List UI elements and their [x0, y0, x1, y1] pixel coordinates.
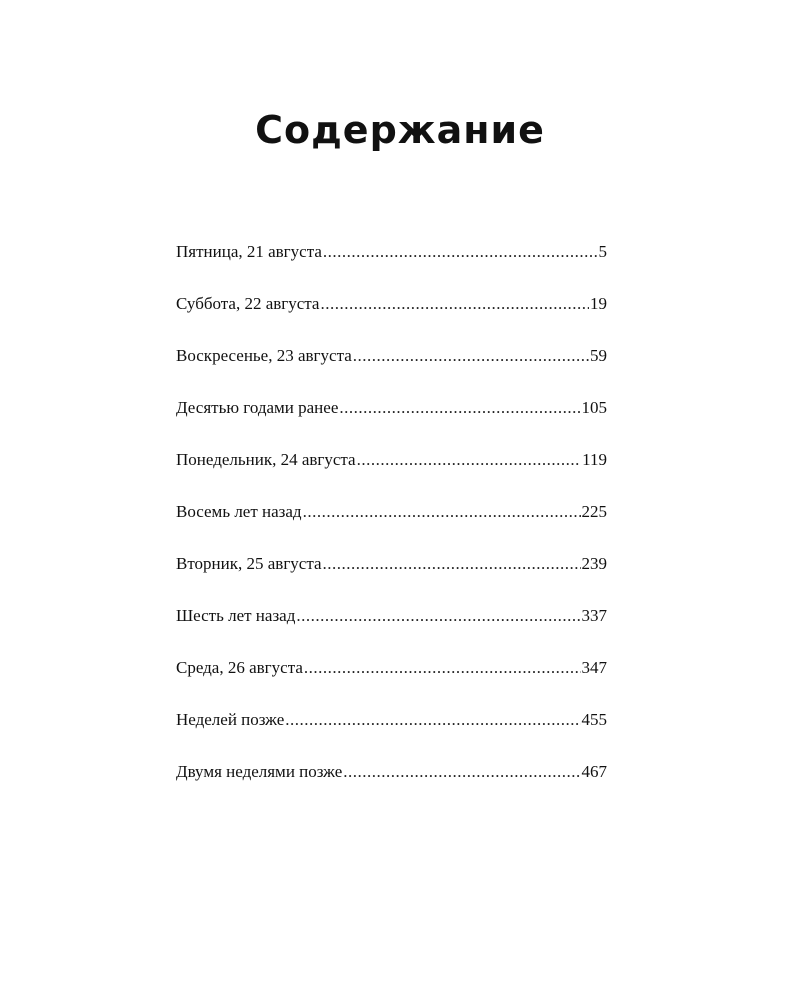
toc-entry-page-number: 467: [581, 762, 607, 781]
toc-entry-label: Шесть лет назад: [176, 606, 296, 625]
toc-dot-leader: [296, 590, 580, 642]
toc-entry-label: Двумя неделями позже: [176, 762, 343, 781]
toc-dot-leader: [304, 642, 581, 694]
toc-entry-page-number: 225: [581, 502, 607, 521]
toc-entry-label: Суббота, 22 августа: [176, 294, 320, 313]
toc-entry: [176, 486, 607, 538]
toc-dot-leader: [303, 486, 581, 538]
toc-entry: [176, 694, 607, 746]
toc-dot-leader: [339, 382, 580, 434]
toc-dot-leader: [323, 226, 598, 278]
toc-entry-label: Вторник, 25 августа: [176, 554, 322, 573]
toc-entry: [176, 642, 607, 694]
toc-entry-page-number: 19: [590, 294, 607, 313]
toc-entry-page-number: 5: [598, 242, 607, 261]
toc-entry-page-number: 119: [582, 450, 607, 469]
toc-dot-leader: [353, 330, 589, 382]
table-of-contents: [176, 226, 607, 798]
toc-dot-leader: [285, 694, 580, 746]
toc-entry-page-number: 337: [581, 606, 607, 625]
toc-entry-page-number: 347: [581, 658, 607, 677]
toc-entry-page-number: 59: [590, 346, 607, 365]
toc-dot-leader: [343, 746, 580, 798]
toc-entry: [176, 278, 607, 330]
toc-entry-page-number: 239: [581, 554, 607, 573]
toc-entry-label: Восемь лет назад: [176, 502, 302, 521]
toc-dot-leader: [320, 278, 589, 330]
toc-entry-label: Воскресенье, 23 августа: [176, 346, 352, 365]
toc-entry-page-number: 105: [581, 398, 607, 417]
toc-entry-label: Неделей позже: [176, 710, 285, 729]
toc-entry-label: Десятью годами ранее: [176, 398, 339, 417]
toc-dot-leader: [357, 434, 582, 486]
toc-dot-leader: [323, 538, 581, 590]
toc-entry: [176, 330, 607, 382]
toc-entry: [176, 590, 607, 642]
toc-entry-label: Понедельник, 24 августа: [176, 450, 356, 469]
toc-entry: [176, 746, 607, 798]
toc-entry: [176, 382, 607, 434]
toc-entry-page-number: 455: [581, 710, 607, 729]
toc-entry-label: Среда, 26 августа: [176, 658, 303, 677]
toc-entry: [176, 434, 607, 486]
toc-entry: [176, 538, 607, 590]
page-title: Содержание: [255, 108, 545, 152]
toc-entry: [176, 226, 607, 278]
toc-entry-label: Пятница, 21 августа: [176, 242, 322, 261]
